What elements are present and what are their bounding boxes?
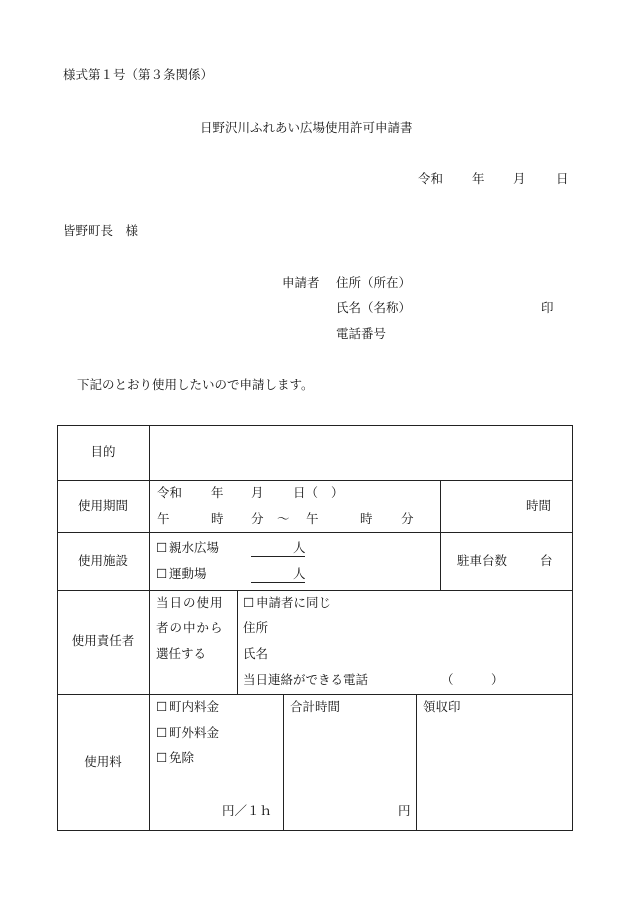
table-border bbox=[416, 694, 417, 830]
count-underline bbox=[251, 556, 305, 557]
range-tilde: ～ bbox=[277, 511, 290, 526]
fee-rate-unit: 円／１ｈ bbox=[222, 803, 273, 818]
count-underline bbox=[251, 582, 305, 583]
start-hour: 時 bbox=[211, 511, 224, 526]
table-border bbox=[57, 694, 573, 695]
date-era: 令和 bbox=[418, 171, 444, 186]
page-title: 日野沢川ふれあい広場使用許可申請書 bbox=[200, 120, 413, 135]
total-yen-unit: 円 bbox=[398, 803, 411, 818]
period-era: 令和 bbox=[157, 485, 183, 500]
manager-address-label: 住所 bbox=[243, 620, 269, 635]
manager-phone-label: 当日連絡ができる電話 bbox=[243, 672, 369, 687]
table-border bbox=[57, 830, 573, 831]
purpose-field[interactable] bbox=[150, 426, 572, 480]
end-minute: 分 bbox=[401, 511, 414, 526]
checkbox-icon[interactable]: ☐ bbox=[243, 595, 255, 610]
checkbox-icon[interactable]: ☐ bbox=[156, 540, 168, 555]
seal-mark: 印 bbox=[541, 300, 554, 315]
facility-unit: 人 bbox=[293, 540, 306, 555]
parking-label: 駐車台数 bbox=[457, 553, 508, 568]
period-paren-close: ） bbox=[331, 485, 344, 500]
checkbox-icon[interactable]: ☐ bbox=[156, 699, 168, 714]
applicant-address-label: 住所（所在） bbox=[336, 275, 412, 290]
date-year: 年 bbox=[472, 171, 485, 186]
facility-label: 使用施設 bbox=[77, 553, 128, 568]
same-as-applicant-label: 申請者に同じ bbox=[256, 595, 332, 610]
start-minute: 分 bbox=[251, 511, 264, 526]
checkbox-icon[interactable]: ☐ bbox=[156, 566, 168, 581]
facility-name: 運動場 bbox=[169, 566, 207, 581]
fee-option-label: 町内料金 bbox=[169, 699, 220, 714]
hours-label: 時間 bbox=[526, 498, 552, 513]
table-border bbox=[57, 480, 573, 481]
period-label: 使用期間 bbox=[77, 498, 128, 513]
period-month: 月 bbox=[251, 485, 264, 500]
end-ampm: 午 bbox=[306, 511, 319, 526]
purpose-label: 目的 bbox=[90, 444, 116, 459]
fee-option-label: 免除 bbox=[169, 750, 195, 765]
parking-unit: 台 bbox=[540, 553, 553, 568]
table-border bbox=[572, 425, 573, 831]
table-border bbox=[237, 590, 238, 694]
manager-label: 使用責任者 bbox=[71, 633, 135, 648]
table-border bbox=[57, 532, 573, 533]
checkbox-icon[interactable]: ☐ bbox=[156, 725, 168, 740]
table-border bbox=[149, 425, 150, 831]
intro-text: 下記のとおり使用したいので申請します。 bbox=[77, 377, 314, 392]
form-number: 様式第１号（第３条関係） bbox=[63, 67, 214, 82]
receipt-seal-label: 領収印 bbox=[423, 699, 461, 714]
facility-unit: 人 bbox=[293, 566, 306, 581]
manager-note-3: 選任する bbox=[156, 646, 207, 661]
total-hours-label: 合計時間 bbox=[290, 699, 341, 714]
manager-note-1: 当日の使用 bbox=[156, 595, 224, 610]
fee-option-label: 町外料金 bbox=[169, 725, 220, 740]
table-border bbox=[57, 590, 573, 591]
table-border bbox=[440, 480, 441, 590]
date-month: 月 bbox=[513, 171, 526, 186]
manager-name-label: 氏名 bbox=[243, 646, 269, 661]
applicant-phone-label: 電話番号 bbox=[336, 326, 387, 341]
period-year: 年 bbox=[211, 485, 224, 500]
manager-note-2: 者の中から bbox=[156, 620, 224, 635]
period-day: 日（ bbox=[293, 485, 319, 500]
phone-area-code-paren: （ ） bbox=[441, 672, 504, 687]
applicant-label: 申請者 bbox=[282, 275, 320, 290]
fee-label: 使用料 bbox=[84, 754, 122, 769]
start-ampm: 午 bbox=[157, 511, 170, 526]
table-border bbox=[57, 425, 58, 831]
checkbox-icon[interactable]: ☐ bbox=[156, 750, 168, 765]
date-day: 日 bbox=[556, 171, 569, 186]
applicant-name-label: 氏名（名称） bbox=[336, 300, 412, 315]
facility-name: 親水広場 bbox=[169, 540, 220, 555]
addressee: 皆野町長 様 bbox=[63, 223, 139, 238]
table-border bbox=[283, 694, 284, 830]
end-hour: 時 bbox=[360, 511, 373, 526]
